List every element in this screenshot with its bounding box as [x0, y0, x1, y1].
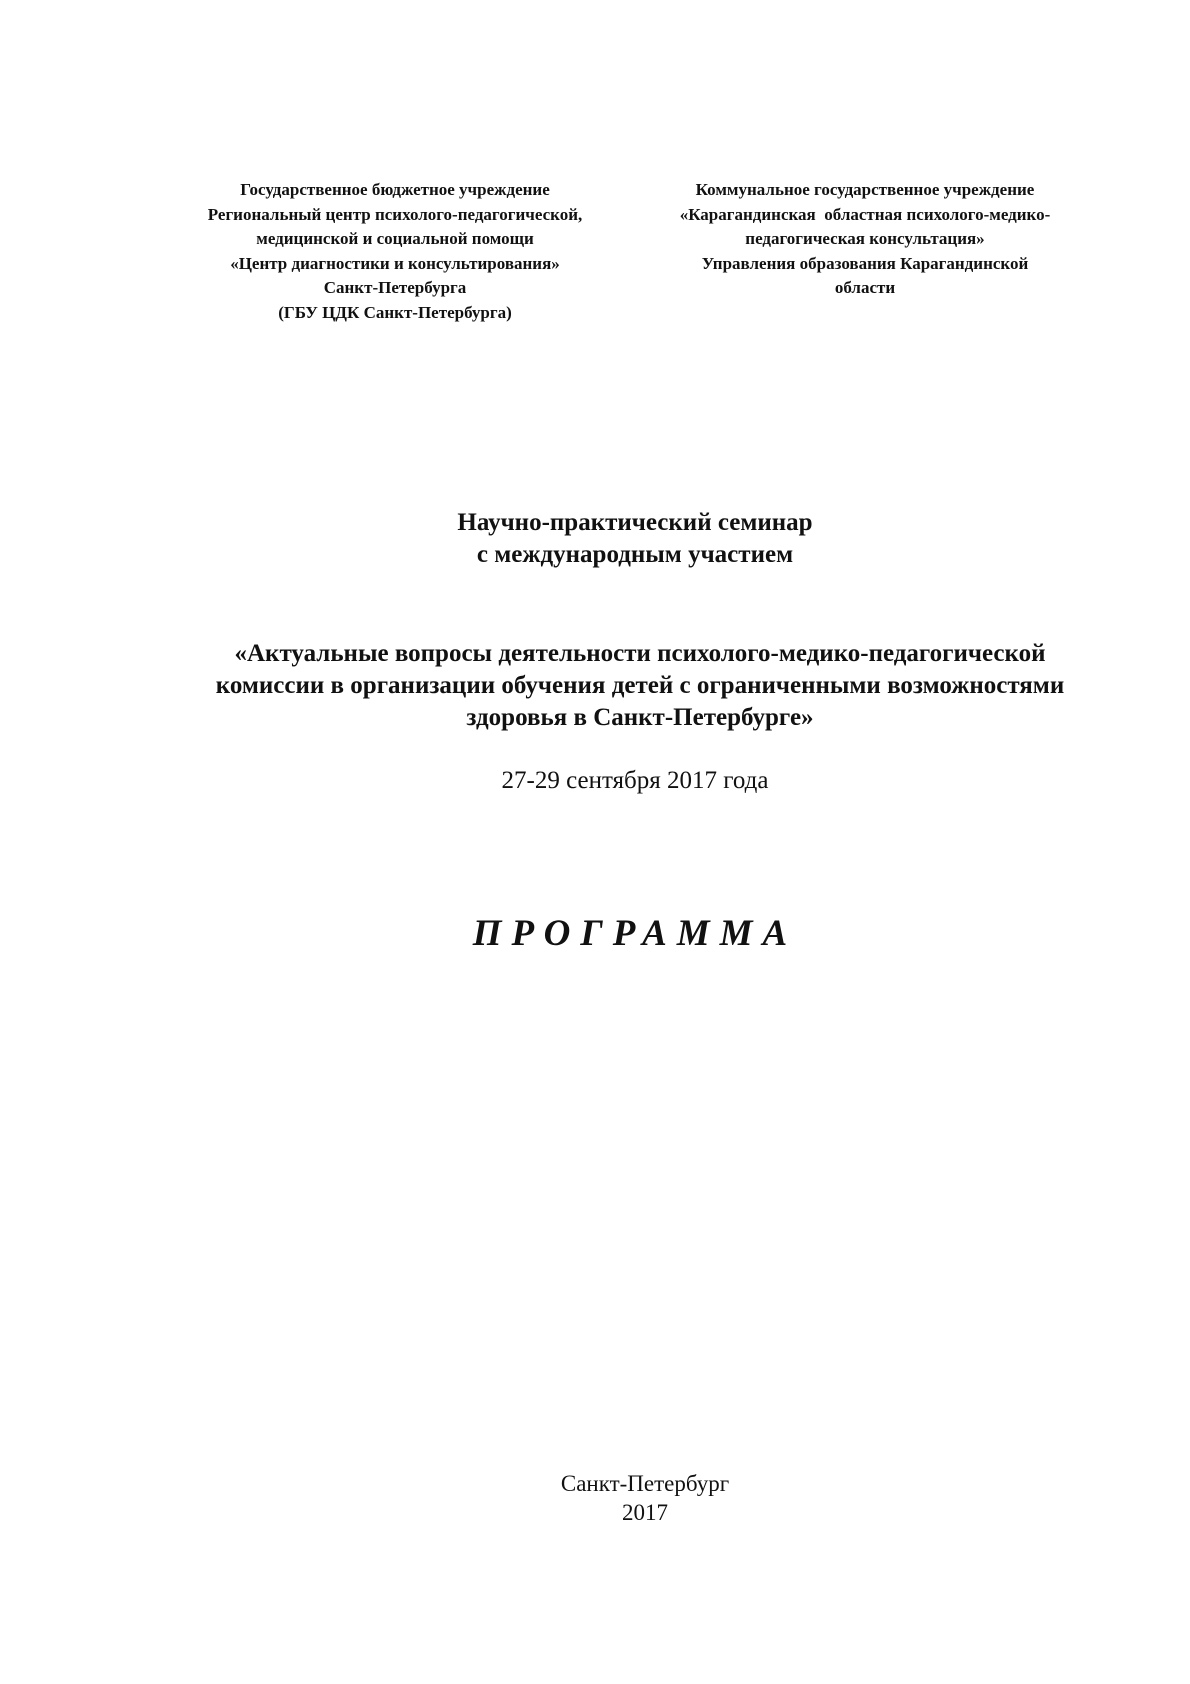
seminar-line: Научно-практический семинар — [457, 509, 813, 536]
seminar-topic — [150, 638, 1130, 734]
org-left-line: «Центр диагностики и консультирования» — [230, 253, 560, 273]
footer — [480, 1469, 810, 1527]
org-left-line: Санкт-Петербурга — [323, 278, 467, 297]
org-left-line: медицинской и социальной помощи — [256, 229, 534, 248]
topic-line: «Актуальные вопросы деятельности психолого-медико-педагогической — [234, 640, 1046, 667]
org-right-line: «Карагандинская областная психолого-медико- — [679, 204, 1051, 224]
topic-line: комиссии в организации обучения детей с ограниченными возможностями — [215, 672, 1065, 699]
topic-line: здоровья в Санкт-Петербурге» — [466, 704, 814, 731]
program-title: ПРОГРАММА — [472, 913, 798, 954]
organization-left — [160, 178, 630, 325]
footer-year: 2017 — [622, 1500, 668, 1525]
org-right-line: области — [834, 278, 896, 297]
footer-city: Санкт-Петербург — [560, 1471, 730, 1496]
seminar-line: с международным участием — [476, 541, 794, 568]
seminar-heading — [330, 507, 940, 571]
seminar-dates: 27-29 сентября 2017 года — [501, 767, 769, 794]
org-left-line: Региональный центр психолого-педагогической, — [207, 204, 583, 224]
org-right-line: педагогическая консультация» — [745, 229, 985, 248]
org-right-line: Коммунальное государственное учреждение — [695, 180, 1035, 199]
organization-right — [645, 178, 1085, 301]
org-right-line: Управления образования Карагандинской — [701, 253, 1029, 273]
org-left-line: Государственное бюджетное учреждение — [240, 180, 550, 199]
org-left-line: (ГБУ ЦДК Санкт-Петербурга) — [278, 302, 512, 322]
